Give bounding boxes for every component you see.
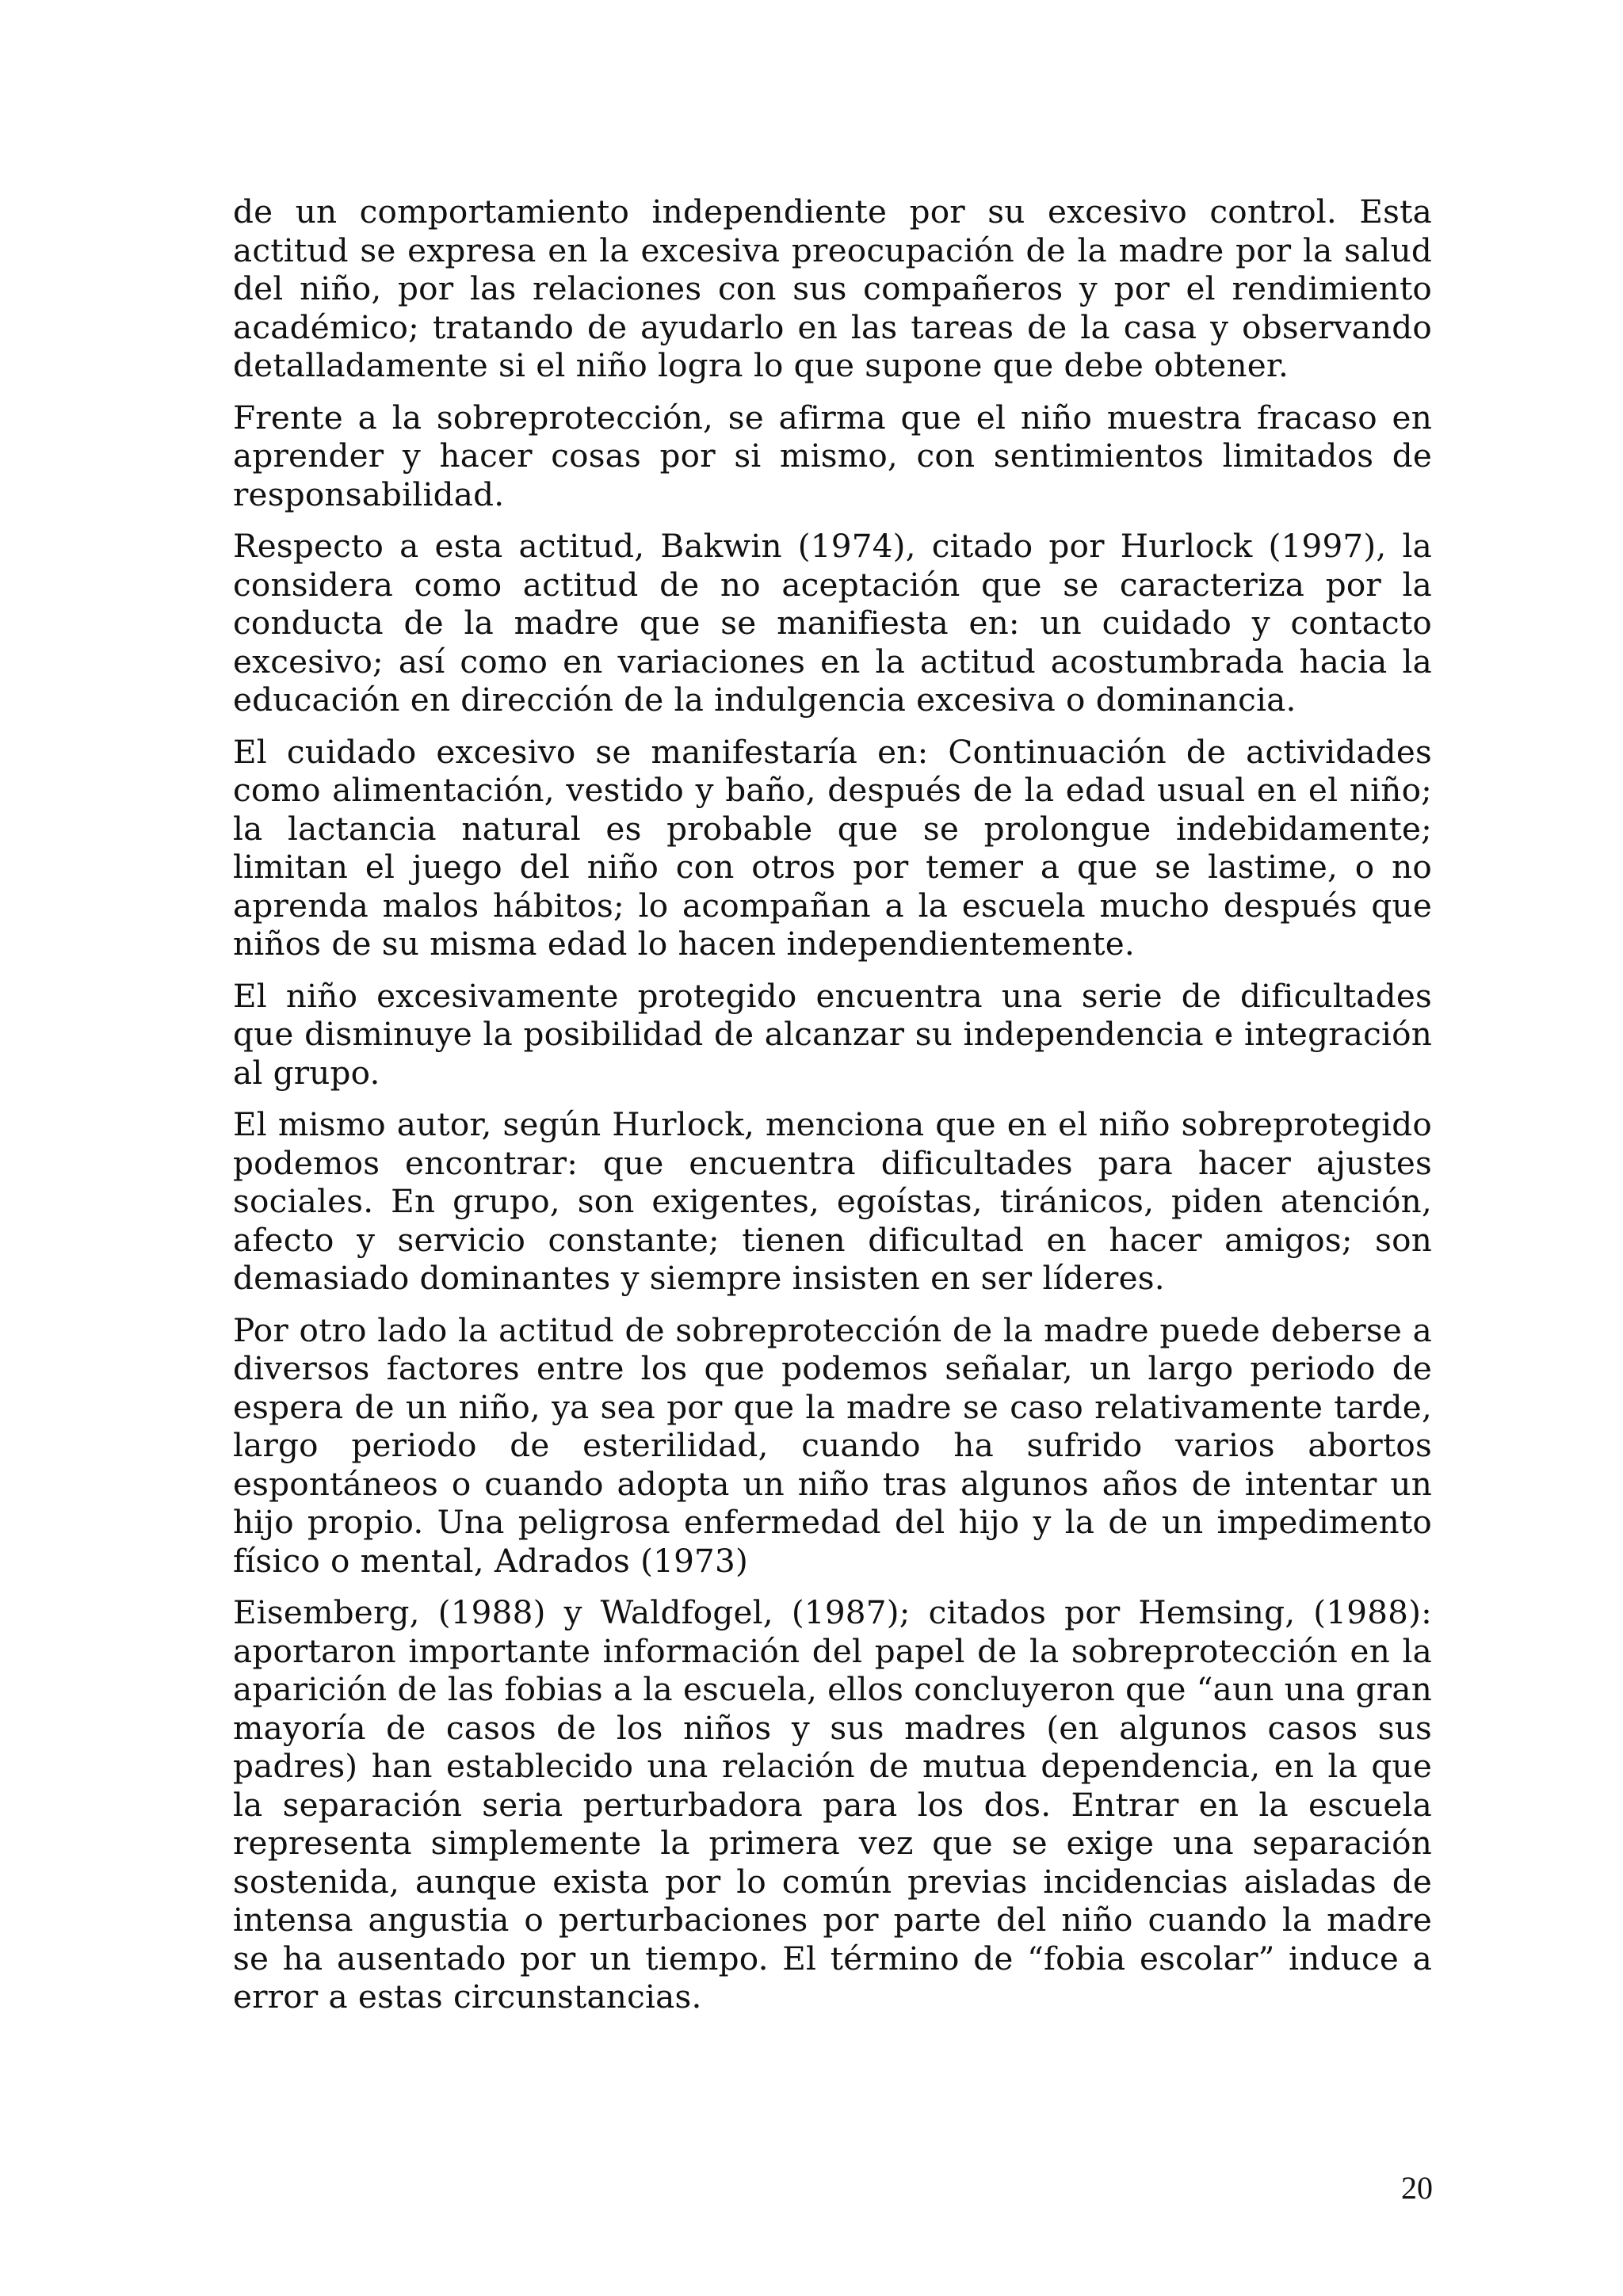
paragraph-7: Por otro lado la actitud de sobreprotección de la madre puede deberse a diversos factores entre los que podemos señalar, un largo periodo de espera de un niño, ya sea por que la madre se caso relativamente tarde, largo periodo de esterilidad, cuando ha sufrido varios abortos espontáneos o cuando adopta un niño tras algunos años de intentar un hijo propio. Una peligrosa enfermedad del hijo y la de un impedimento físico o mental, Adrados (1973) — [233, 1310, 1432, 1580]
paragraph-6: El mismo autor, según Hurlock, menciona que en el niño sobreprotegido podemos encontrar: que encuentra dificultades para hacer ajustes sociales. En grupo, son exigentes, egoístas, tiránicos, piden atención, afecto y servicio constante; tienen dificultad en hacer amigos; son demasiado dominantes y siempre insisten en ser líderes. — [233, 1105, 1432, 1297]
paragraph-4: El cuidado excesivo se manifestaría en: Continuación de actividades como alimentación, vestido y baño, después de la edad usual en el niño; la lactancia natural es probable que se prolongue indebidamente; limitan el juego del niño con otros por temer a que se lastime, o no aprenda malos hábitos; lo acompañan a la escuela mucho después que niños de su misma edad lo hacen independientemente. — [233, 732, 1432, 963]
page-number: 20 — [1401, 2170, 1433, 2206]
paragraph-3: Respecto a esta actitud, Bakwin (1974), citado por Hurlock (1997), la considera como actitud de no aceptación que se caracteriza por la conducta de la madre que se manifiesta en: un cuidado y contacto excesivo; así como en variaciones en la actitud acostumbrada hacia la educación en dirección de la indulgencia excesiva o dominancia. — [233, 527, 1432, 719]
body-text — [233, 193, 1432, 2030]
paragraph-8: Eisemberg, (1988) y Waldfogel, (1987); citados por Hemsing, (1988): aportaron importante información del papel de la sobreprotección en la aparición de las fobias a la escuela, ellos concluyeron que “aun una gran mayoría de casos de los niños y sus madres (en algunos casos sus padres) han establecido una relación de mutua dependencia, en la que la separación seria perturbadora para los dos. Entrar en la escuela representa simplemente la primera vez que se exige una separación sostenida, aunque exista por lo común previas incidencias aisladas de intensa angustia o perturbaciones por parte del niño cuando la madre se ha ausentado por un tiempo. El término de “fobia escolar” induce a error a estas circunstancias. — [233, 1593, 1432, 2016]
paragraph-1: de un comportamiento independiente por su excesivo control. Esta actitud se expresa en la excesiva preocupación de la madre por la salud del niño, por las relaciones con sus compañeros y por el rendimiento académico; tratando de ayudarlo en las tareas de la casa y observando detalladamente si el niño logra lo que supone que debe obtener. — [233, 193, 1432, 384]
paragraph-2: Frente a la sobreprotección, se afirma que el niño muestra fracaso en aprender y hacer cosas por si mismo, con sentimientos limitados de responsabilidad. — [233, 398, 1432, 513]
paragraph-5: El niño excesivamente protegido encuentra una serie de dificultades que disminuye la posibilidad de alcanzar su independencia e integración al grupo. — [233, 976, 1432, 1092]
